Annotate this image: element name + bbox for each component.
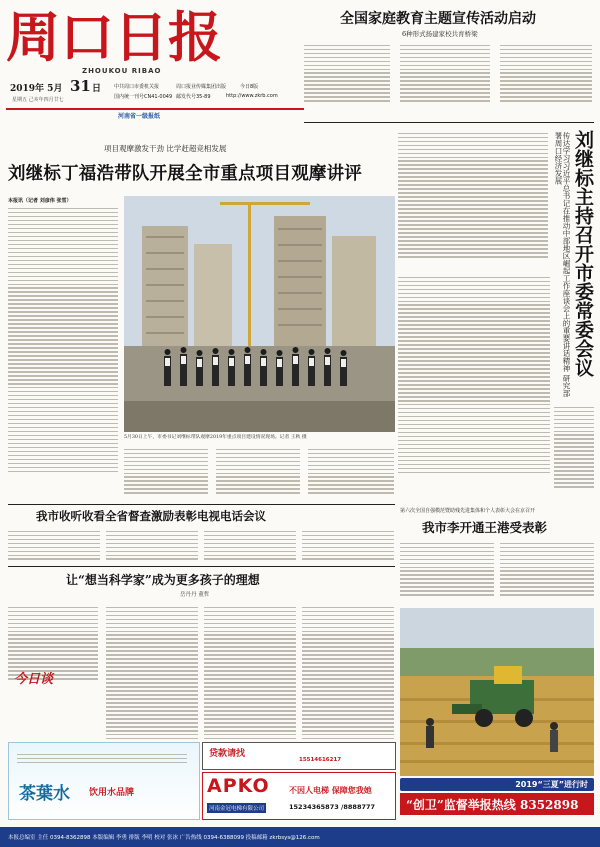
water-tag: 饮用水品牌 (89, 788, 135, 798)
lead-body-cols (124, 446, 395, 500)
masthead-dateline (8, 77, 298, 108)
lead-kicker: 项目观摩激发干劲 比学赶超竞相发展 (104, 144, 227, 153)
lead-photo-caption: 5月30日上午，市委书记刘继标带队观摩2019年重点项目建设情况现场。记者 王秋 摄 (124, 435, 307, 440)
svg-text:周口日报: 周口日报 (6, 5, 222, 69)
campaign-banner (400, 778, 594, 791)
ad-classified (202, 742, 396, 770)
footer-bar (0, 827, 600, 847)
org-line-3: 周口报业传媒集团出版 (176, 84, 227, 90)
lead-body-col1 (8, 198, 118, 498)
right-story-body-2 (398, 274, 550, 502)
masthead-logo (6, 4, 222, 69)
issue-date: 2019年 5月 (10, 84, 63, 94)
apko-slogan: 不因人电梯 保障您我她 (289, 785, 372, 795)
lead-byline: 本报讯（记者 刘彦伟 张雪） (8, 198, 72, 204)
wheat-harvest-illustration (400, 608, 594, 776)
right-story-subhead: 传达学习习近平总书记在推动中部地区崛起工作座谈会上的重要讲话精神 研究部署周口经济发展 (554, 132, 571, 397)
honor-headline: 我市李开通王港受表彰 (422, 520, 548, 535)
website: http://www.zkrb.com (226, 93, 278, 99)
lead-headline: 刘继标丁福浩带队开展全市重点项目观摩讲评 (8, 164, 362, 184)
water-brand: 茶葉水 (19, 784, 70, 804)
pages-badge: 今日8版 (240, 84, 259, 90)
apko-phone: 15234365873 /8888777 (289, 803, 376, 811)
issue-weekday: 星期五 己亥年四月廿七 (12, 97, 64, 103)
loan-phone: 15514616217 (299, 757, 342, 763)
right-story-body-3 (554, 404, 594, 502)
top-story-subtitle: 6种形式扬建家校共育桥梁 (402, 30, 478, 38)
org-line-4: 邮发代号35-89 (176, 94, 211, 100)
column-logo-text: 今日谈 (14, 672, 54, 687)
ad-water (8, 742, 200, 820)
right-story-headline: 刘继标主持召开市委常委会议 (572, 130, 594, 377)
top-story-body (304, 42, 594, 108)
org-line-1: 中共周口市委机关报 (114, 84, 160, 90)
construction-site-illustration (124, 196, 395, 432)
footer-text: 本报总编室 主任 0394-8362898 本版编辑 李勇 排版 李明 校对 张冰 广告热线 0394-6388099 投稿邮箱 zkrbsys@126.com (8, 835, 320, 841)
logo-calligraphy (6, 4, 222, 69)
apko-company: 河南金冠电梯有限公司 (207, 803, 266, 813)
commentary-author: 岳丹丹 董哲 (180, 592, 210, 598)
honor-body (400, 540, 594, 604)
loan-title: 贷款请找 (209, 749, 246, 759)
hotline-text: “创卫”监督举报热线 8352898 (406, 798, 579, 812)
masthead-tag: 河南省一级报纸 (118, 113, 161, 120)
issue-day-suffix: 日 (92, 84, 102, 94)
harvest-photo (400, 608, 594, 776)
top-section-rule (304, 122, 594, 123)
column-logo (14, 668, 76, 688)
org-line-2: 国内统一刊号CN41-0049 (114, 94, 173, 100)
top-story-title: 全国家庭教育主题宣传活动启动 (340, 11, 536, 27)
issue-day: 31 (70, 77, 91, 95)
lead-photo (124, 196, 395, 432)
commentary-headline: 让“想当科学家”成为更多孩子的理想 (66, 573, 260, 587)
tv-body (8, 528, 395, 564)
commentary-rule (8, 566, 395, 567)
honor-kicker: 第六次全国自强模范暨助残先进集体和个人表彰大会在京召开 (400, 508, 536, 514)
hotline-banner (400, 793, 594, 815)
ad-apko (202, 772, 396, 820)
tv-rule (8, 504, 395, 505)
tv-headline: 我市收听收看全省督查激励表彰电视电话会议 (36, 509, 266, 523)
masthead-pinyin: ZHOUKOU RIBAO (82, 67, 162, 75)
masthead-rule (6, 108, 304, 110)
apko-logo: APKO (207, 775, 270, 797)
campaign-label: 2019“三夏”进行时 (515, 780, 588, 789)
